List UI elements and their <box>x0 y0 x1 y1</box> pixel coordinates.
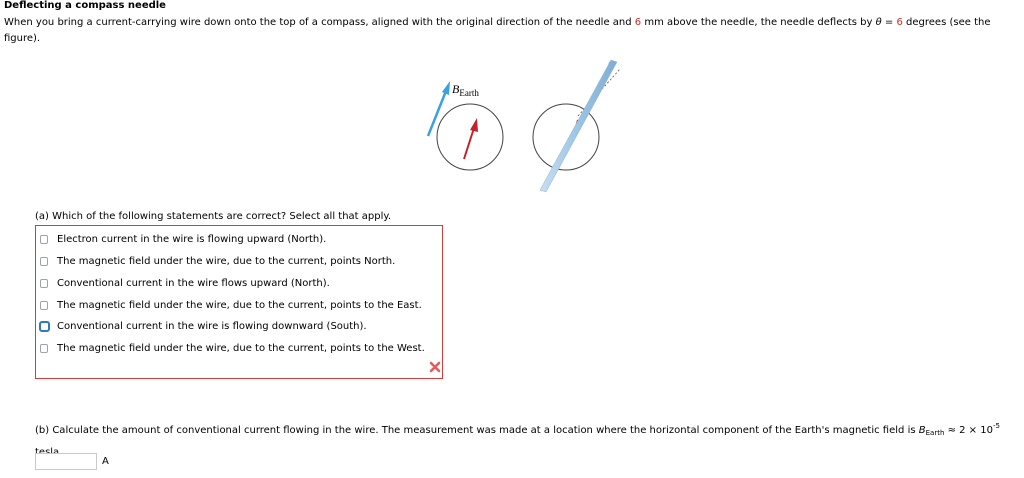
choice-3[interactable]: Conventional current in the wire flows upward (North). <box>40 275 330 291</box>
b-earth-label: $B_{Earth}$ <box>452 82 479 98</box>
earth-field-arrow-head <box>442 81 450 95</box>
distance-value: 6 <box>634 17 642 28</box>
incorrect-x-icon <box>428 360 442 374</box>
choice-6[interactable]: The magnetic field under the wire, due to the current, points to the West. <box>40 340 425 356</box>
part-a-question: (a) Which of the following statements are correct? Select all that apply. <box>35 211 392 222</box>
checkbox-icon[interactable] <box>40 235 48 244</box>
compass-figure <box>420 58 640 198</box>
problem-intro: When you bring a current-carrying wire down onto the top of a compass, aligned with the original direction of the needle and 6 mm above the needle, the needle deflects by θ = 6 degrees (see the figure). <box>4 17 991 44</box>
wire <box>540 60 617 192</box>
choice-4[interactable]: The magnetic field under the wire, due to the current, points to the East. <box>40 297 422 313</box>
part-b-question: (b) Calculate the amount of conventional current flowing in the wire. The measurement was made at a location where the horizontal component of the Earth's magnetic field is $B_{Earth} \approx 2 \times 10^{-5}$ <box>35 422 1000 437</box>
checkbox-icon[interactable] <box>40 344 48 353</box>
choices-box <box>35 225 443 379</box>
checkbox-checked-icon[interactable] <box>39 321 50 332</box>
needle-left-head <box>470 118 478 132</box>
checkbox-icon[interactable] <box>40 301 48 310</box>
needle-left <box>464 128 474 159</box>
choice-2[interactable]: The magnetic field under the wire, due to the current, points North. <box>40 253 395 269</box>
angle-value: 6 <box>896 17 903 28</box>
compass-right <box>533 104 599 170</box>
problem-title: Deflecting a compass needle <box>4 0 166 11</box>
current-answer-input[interactable] <box>35 453 97 470</box>
choice-1[interactable]: Electron current in the wire is flowing upward (North). <box>40 231 326 247</box>
checkbox-icon[interactable] <box>40 257 48 266</box>
checkbox-icon[interactable] <box>40 279 48 288</box>
earth-field-arrow <box>428 91 446 136</box>
answer-unit: A <box>102 456 109 467</box>
choice-5[interactable]: Conventional current in the wire is flowing downward (South). <box>40 318 367 334</box>
compass-left <box>437 104 503 170</box>
